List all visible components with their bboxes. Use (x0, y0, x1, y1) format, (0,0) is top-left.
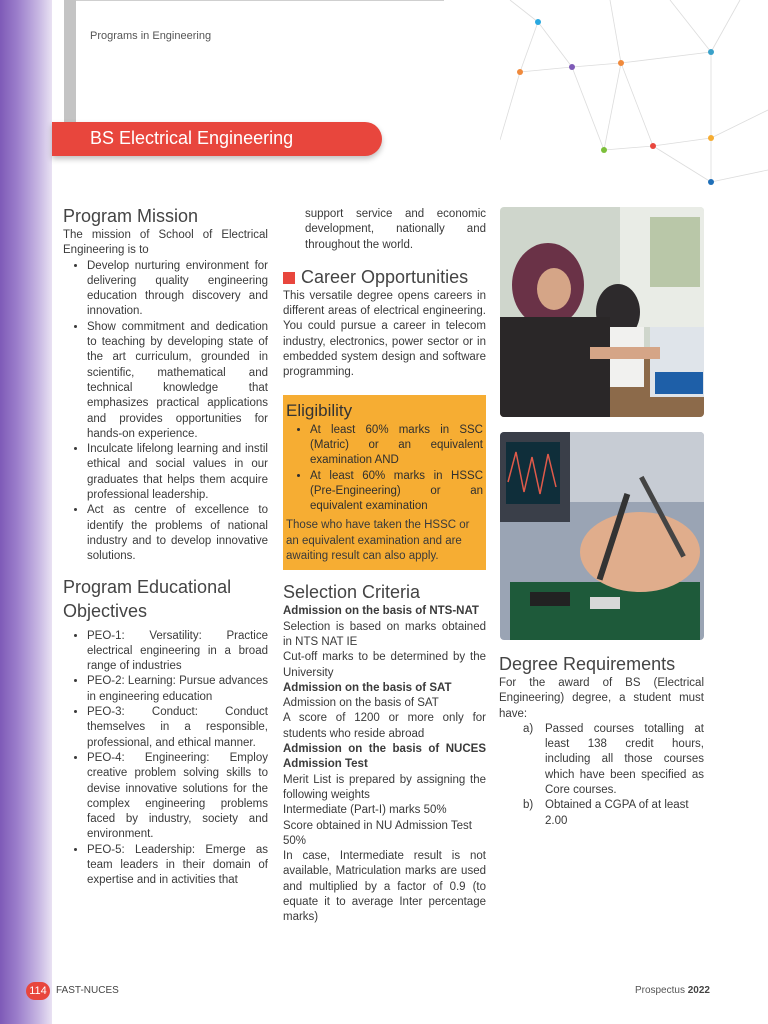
degree-item (499, 722, 704, 798)
network-decoration (500, 0, 768, 200)
mission-intro: The mission of School of Electrical Engineering is to (63, 229, 268, 257)
eligibility-note: Those who have taken the HSSC or an equivalent examination and are awaiting result can also apply. (286, 519, 470, 563)
degree-item-marker: b) (523, 799, 534, 812)
column-2 (283, 207, 486, 926)
nts-heading: Admission on the basis of NTS-NAT (283, 605, 479, 618)
degree-item-text: Passed courses totalling at least 138 credit hours, including all those courses which have been specified as Core courses. (545, 722, 704, 797)
mission-heading: Program Mission (63, 206, 199, 226)
footer-org: FAST-NUCES (56, 985, 119, 996)
degree-item-text: Obtained a CGPA of at least 2.00 (545, 799, 689, 827)
mission-continuation: support service and economic development, nationally and throughout the world. (305, 208, 486, 251)
title-banner (52, 122, 382, 156)
peo-list (63, 629, 268, 889)
mission-item: • Develop nurturing environment for delivering quality engineering education through discovery and innovation. (87, 259, 268, 320)
eligibility-list (286, 423, 483, 515)
degree-item (499, 798, 704, 829)
nts-text-1: Selection is based on marks obtained in NTS NAT IE (283, 620, 486, 648)
peo-item: • PEO-3: Conduct: Conduct themselves in a responsible, professional, and ethical manner. (87, 705, 268, 751)
mission-item: • Inculcate lifelong learning and instil ethical and social values in our graduates that helps them acquire professional leadership. (87, 442, 268, 503)
sat-text-1: Admission on the basis of SAT (283, 697, 439, 710)
students-lab-photo (500, 207, 704, 417)
peo-item: • PEO-5: Leadership: Emerge as team leaders in their domain of expertise and in activities that (87, 843, 268, 889)
column-1 (63, 204, 268, 889)
nuces-heading: Admission on the basis of NUCES Admission Test (283, 743, 486, 771)
mission-item: • Show commitment and dedication to teaching by developing state of the art curriculum, grounded in scientific, mathematical and technical knowledge that emphasizes practical applications and provides opportunities for hands-on experience. (87, 320, 268, 442)
peo-item: • PEO-1: Versatility: Practice electrical engineering in a broad range of industries (87, 629, 268, 675)
nuces-text-3: Score obtained in NU Admission Test 50% (283, 819, 472, 847)
degree-heading: Degree Requirements (499, 654, 676, 674)
career-text: This versatile degree opens careers in different areas of electrical engineering. You could pursue a career in telecom industry, electronics, power sector or in embedded system design and software programming. (283, 289, 486, 379)
gray-header-stripe (64, 0, 76, 122)
nuces-text-2: Intermediate (Part-I) marks 50% (283, 804, 447, 817)
sat-text-2: A score of 1200 or more only for students who reside abroad (283, 712, 486, 740)
nts-text-2: Cut-off marks to be determined by the University (283, 651, 486, 679)
section-label: Programs in Engineering (90, 30, 212, 42)
eligibility-heading: Eligibility (286, 400, 353, 420)
nuces-text-4: In case, Intermediate result is not available, Matriculation marks are used and multiplied by a factor of 0.9 (to equate it to average Inter percentage marks) (283, 850, 486, 924)
peo-item: • PEO-4: Engineering: Employ creative problem solving skills to devise innovative solutions for the complex engineering problems faced by industry, society and environment. (87, 751, 268, 843)
degree-item-marker: a) (523, 722, 534, 735)
nuces-text-1: Merit List is prepared by assigning the following weights (283, 773, 486, 801)
purple-side-bar (0, 0, 52, 1024)
mission-item: • Act as centre of excellence to identify the problems of national industry and to develop innovative solutions. (87, 503, 268, 564)
sat-heading: Admission on the basis of SAT (283, 681, 452, 694)
degree-intro: For the award of BS (Electrical Engineering) degree, a student must have: (499, 677, 704, 720)
page-title: BS Electrical Engineering (90, 128, 294, 148)
circuit-soldering-illustration (500, 432, 704, 640)
peo-item: • PEO-2: Learning: Pursue advances in engineering education (87, 674, 268, 705)
circuit-soldering-photo (500, 432, 704, 640)
selection-heading: Selection Criteria (283, 582, 421, 603)
eligibility-item: • At least 60% marks in SSC (Matric) or an equivalent examination AND (310, 423, 483, 469)
page-number-badge: 114 (26, 982, 50, 1000)
red-square-icon (283, 272, 295, 284)
top-rule (64, 0, 444, 1)
eligibility-box (283, 395, 486, 571)
peo-heading: Program Educational Objectives (63, 576, 232, 621)
students-lab-illustration (500, 207, 704, 417)
mission-list (63, 259, 268, 565)
career-heading: Career Opportunities (283, 265, 486, 289)
column-3 (499, 652, 704, 829)
eligibility-item: • At least 60% marks in HSSC (Pre-Engineering) or an equivalent examination (310, 469, 483, 515)
footer-doc: Prospectus 2022 (634, 985, 710, 996)
